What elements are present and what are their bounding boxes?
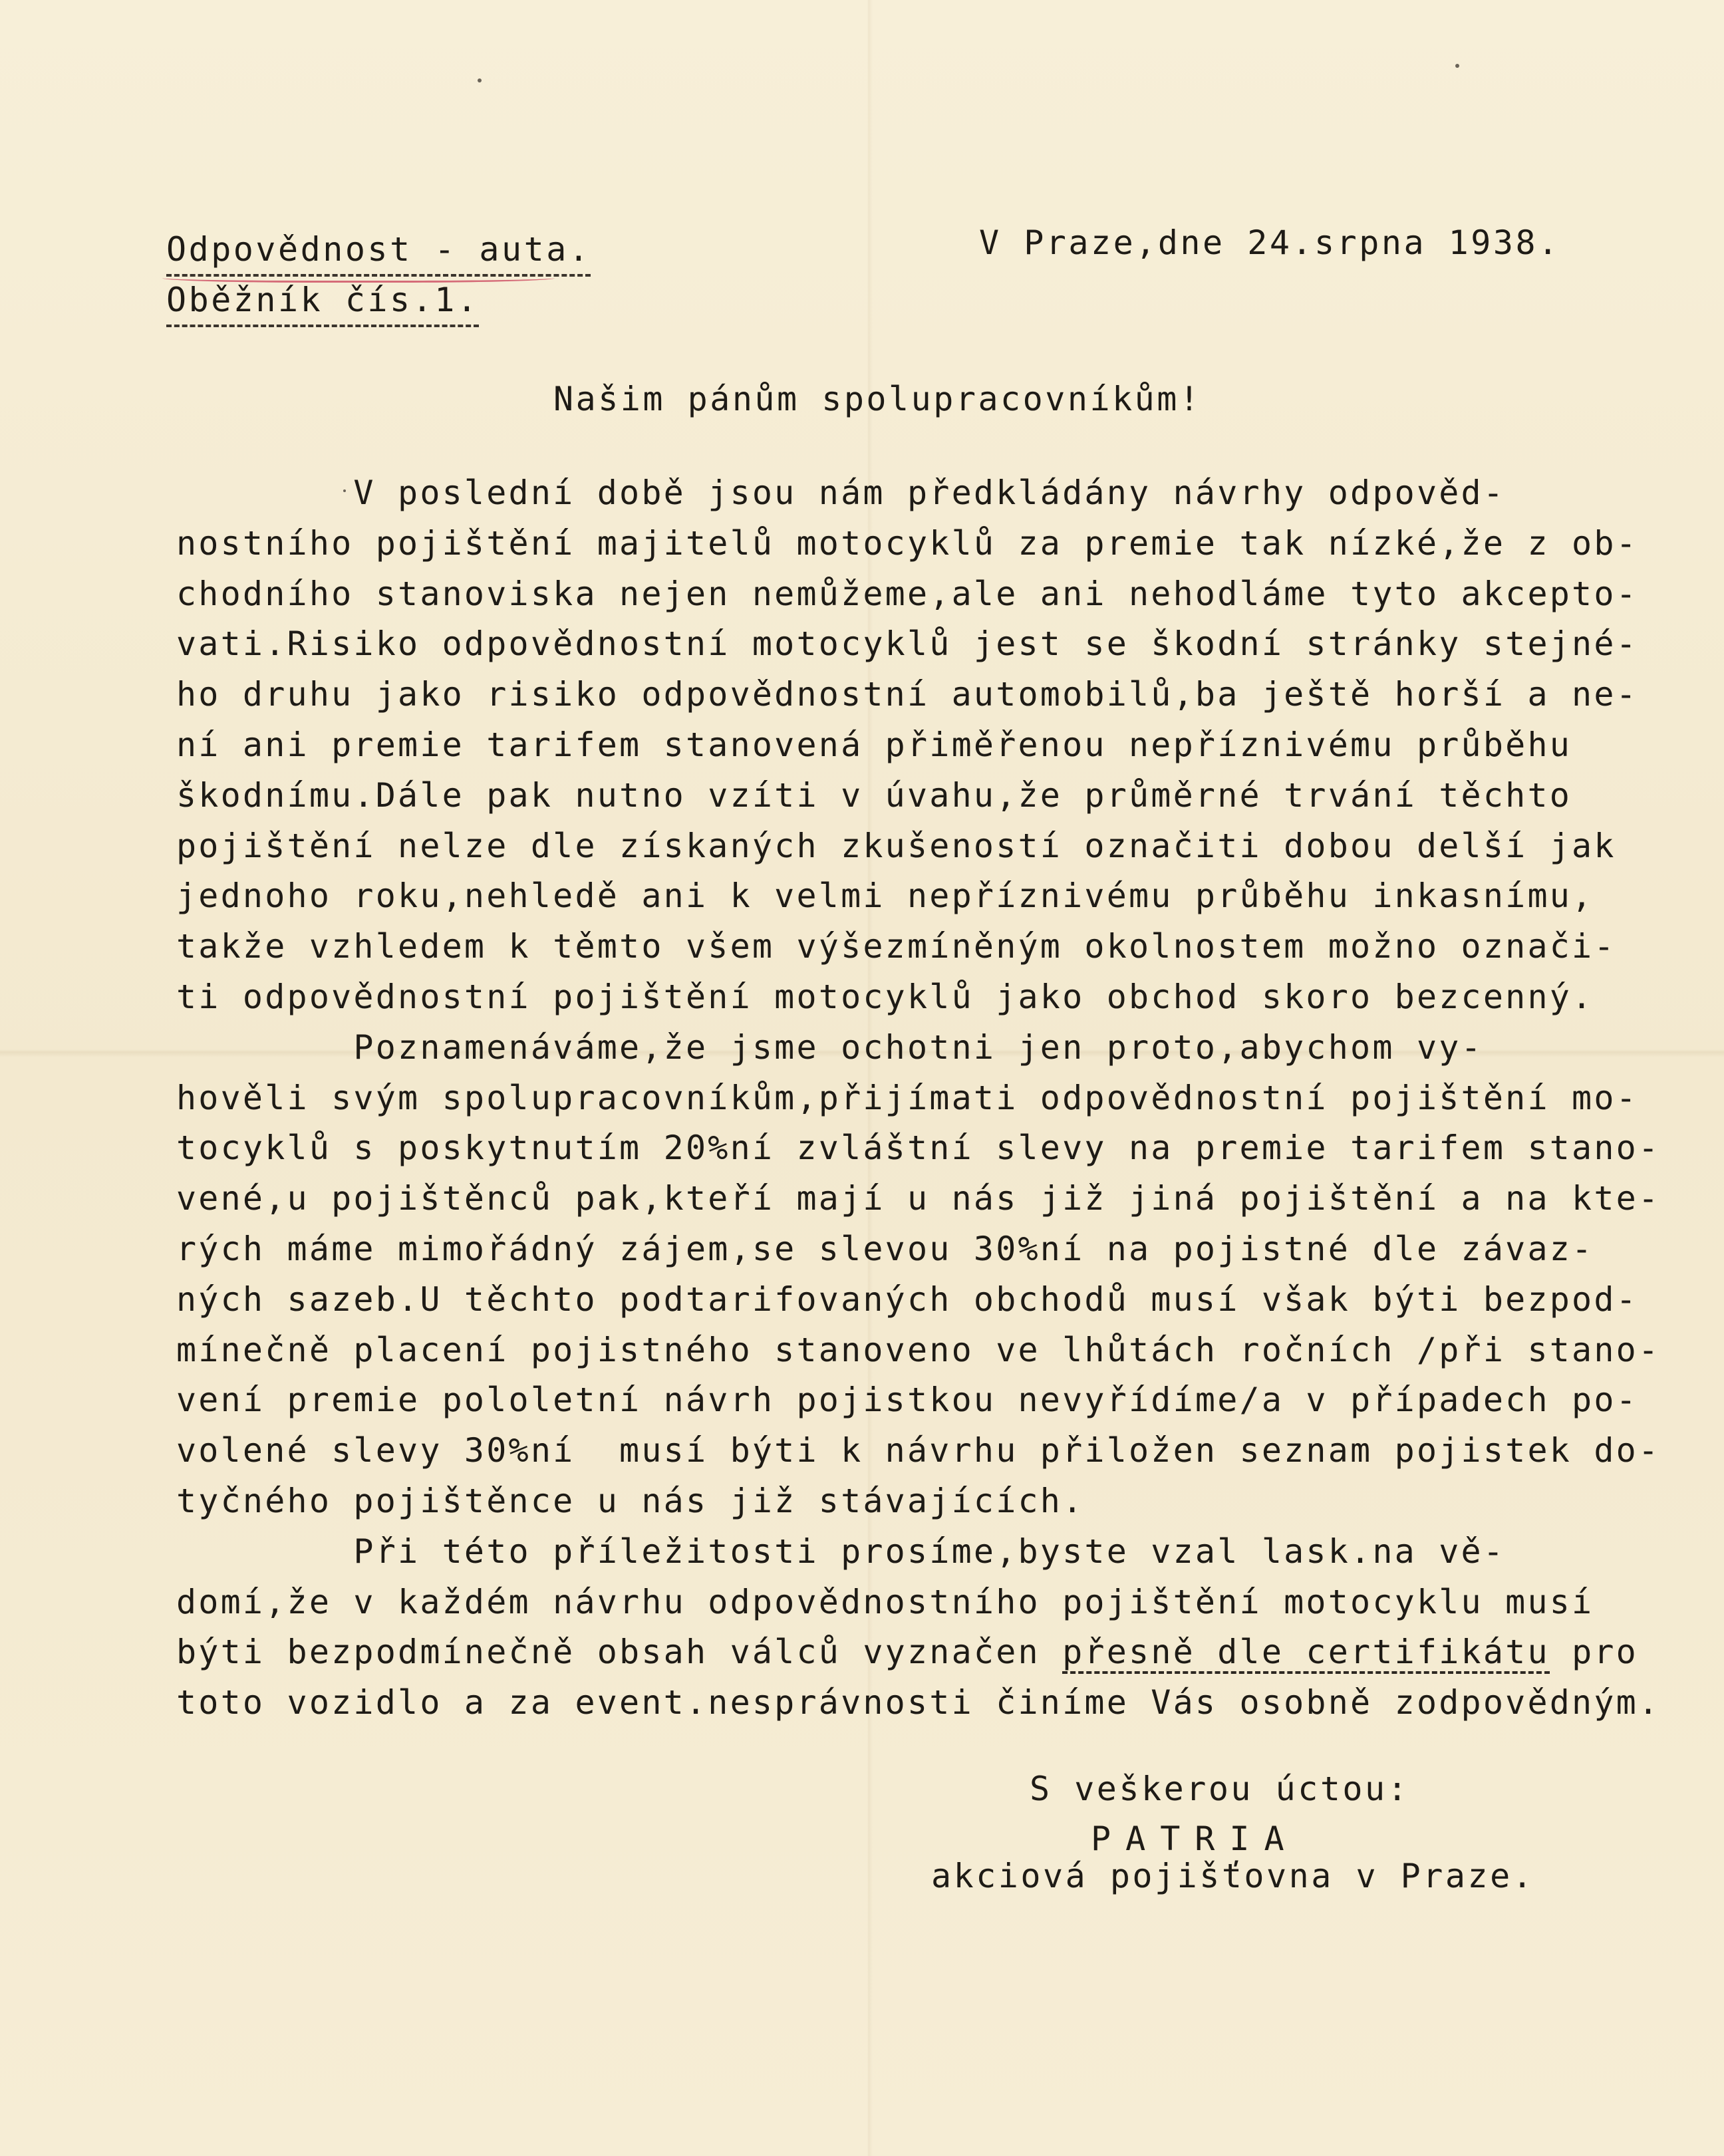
body-line: ho druhu jako risiko odpovědnostní automobilů,ba ještě horší a ne-: [176, 675, 1638, 714]
body-line: Při této příležitosti prosíme,byste vzal lask.na vě-: [176, 1532, 1506, 1571]
body-line: toto vozidlo a za event.nesprávnosti činíme Vás osobně zodpovědným.: [176, 1683, 1661, 1722]
circular-number: Oběžník čís.1.: [166, 277, 479, 327]
body-line-with-underline: [176, 1627, 1638, 1678]
body-line: ti odpovědnostní pojištění motocyklů jako obchod skoro bezcenný.: [176, 977, 1594, 1016]
body-line-end: pro: [1549, 1633, 1638, 1672]
body-line: Poznamenáváme,že jsme ochotni jen proto,abychom vy-: [176, 1027, 1483, 1067]
body-line: takže vzhledem k těmto všem výšezmíněným okolnostem možno označi-: [176, 927, 1616, 966]
paper-speck: [478, 78, 482, 82]
body-line-start: býti bezpodmínečně obsah válců vyznačen: [176, 1633, 1063, 1672]
body-line: chodního stanoviska nejen nemůžeme,ale ani nehodláme tyto akcepto-: [176, 574, 1638, 613]
body-line: pojištění nelze dle získaných zkušeností označiti dobou delší jak: [176, 826, 1616, 865]
reference-heading: Odpovědnost - auta.: [166, 226, 591, 277]
company-name: PATRIA: [1091, 1819, 1299, 1858]
letter-body: [176, 468, 1661, 1728]
underlined-phrase: přesně dle certifikátu: [1062, 1633, 1550, 1674]
body-line: tyčného pojištěnce u nás již stávajících.: [176, 1481, 1085, 1520]
letter-date: V Praze,dne 24.srpna 1938.: [979, 223, 1560, 262]
body-line: ní ani premie tarifem stanovená přiměřenou nepříznivému průběhu: [176, 725, 1572, 764]
body-line: domí,že v každém návrhu odpovědnostního pojištění motocyklu musí: [176, 1582, 1594, 1621]
closing-greeting: S veškerou úctou:: [1030, 1770, 1410, 1808]
body-line: vení premie pololetní návrh pojistkou nevyřídíme/a v případech po-: [176, 1381, 1638, 1420]
body-line: nostního pojištění majitelů motocyklů za premie tak nízké,že z ob-: [176, 523, 1638, 563]
salutation: Našim pánům spolupracovníkům!: [553, 380, 1202, 418]
company-subtitle: akciová pojišťovna v Praze.: [931, 1857, 1535, 1895]
body-line: volené slevy 30%ní musí býti k návrhu přiložen seznam pojistek do-: [176, 1431, 1661, 1470]
body-line: škodnímu.Dále pak nutno vzíti v úvahu,že průměrné trvání těchto: [176, 775, 1572, 815]
paper-speck: [1455, 64, 1459, 68]
body-line: vati.Risiko odpovědnostní motocyklů jest se škodní stránky stejné-: [176, 624, 1638, 664]
body-line: tocyklů s poskytnutím 20%ní zvláštní slevy na premie tarifem stano-: [176, 1129, 1661, 1168]
body-line: vené,u pojištěnců pak,kteří mají u nás již jiná pojištění a na kte-: [176, 1179, 1661, 1218]
body-line: ných sazeb.U těchto podtarifovaných obchodů musí však býti bezpod-: [176, 1280, 1638, 1319]
body-line: jednoho roku,nehledě ani k velmi nepříznivému průběhu inkasnímu,: [176, 876, 1594, 916]
body-line: mínečně placení pojistného stanoveno ve lhůtách ročních /při stano-: [176, 1330, 1661, 1369]
body-line: V poslední době jsou nám předkládány návrhy odpověd-: [176, 473, 1506, 512]
body-line: rých máme mimořádný zájem,se slevou 30%ní na pojistné dle závaz-: [176, 1229, 1594, 1268]
body-line: hověli svým spolupracovníkům,přijímati odpovědnostní pojištění mo-: [176, 1078, 1638, 1117]
